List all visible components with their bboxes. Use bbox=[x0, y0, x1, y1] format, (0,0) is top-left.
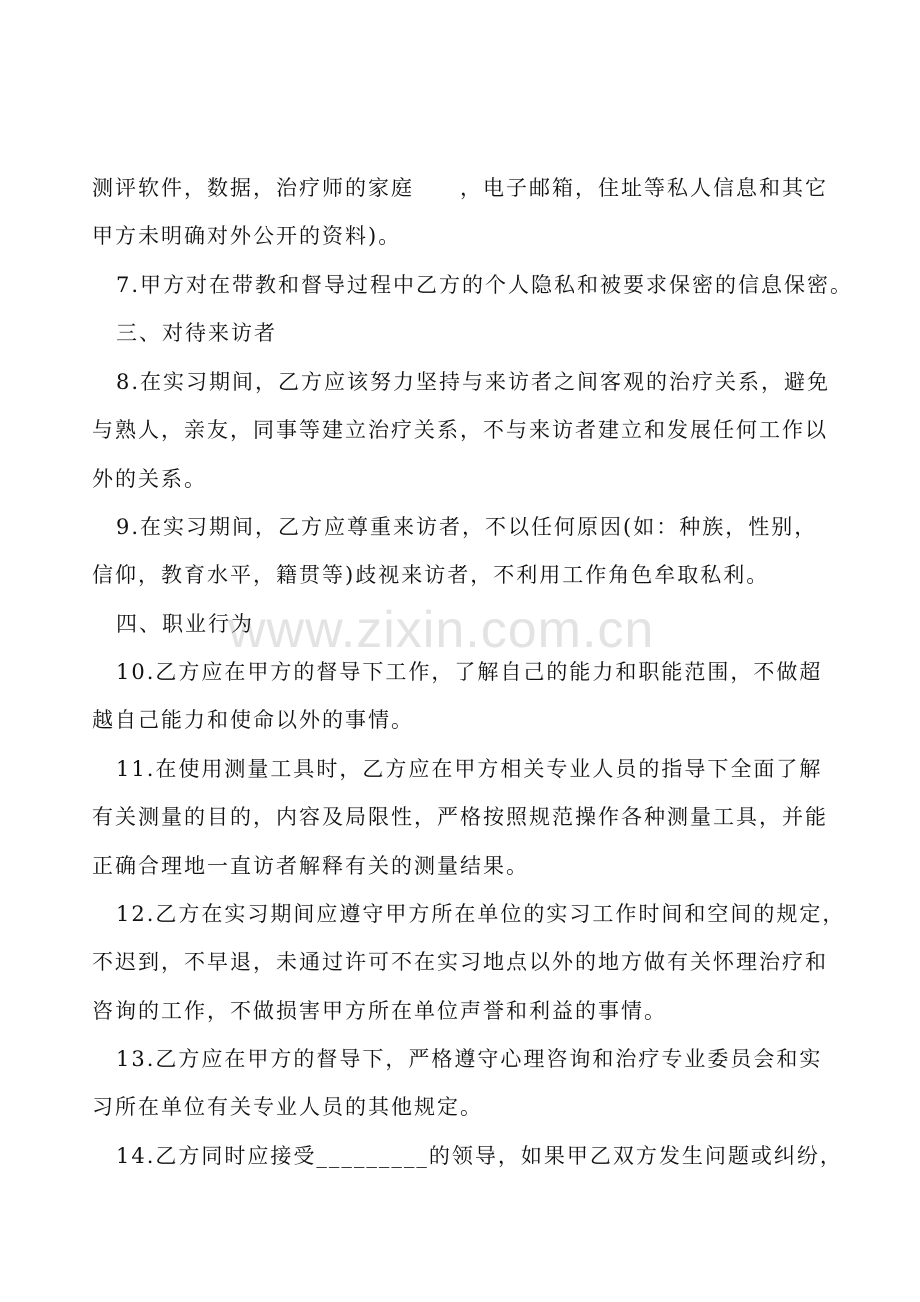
text-line: 外的关系。 bbox=[92, 467, 207, 491]
text-line: 11.在使用测量工具时，乙方应在甲方相关专业人员的指导下全面了解 bbox=[116, 757, 823, 781]
text-line: 与熟人，亲友，同事等建立治疗关系，不与来访者建立和发展任何工作以 bbox=[92, 418, 828, 442]
text-line: 7.甲方对在带教和督导过程中乙方的个人隐私和被要求保密的信息保密。 bbox=[116, 273, 854, 297]
text-line: 14.乙方同时应接受_________的领导，如果甲乙双方发生问题或纠纷， bbox=[116, 1144, 843, 1168]
text-line: 9.在实习期间，乙方应尊重来访者，不以任何原因(如：种族，性别， bbox=[116, 515, 818, 539]
text-line: 不迟到，不早退，未通过许可不在实习地点以外的地方做有关怀理治疗和 bbox=[92, 950, 828, 974]
text-line: 正确合理地一直访者解释有关的测量结果。 bbox=[92, 854, 529, 878]
text-line: 咨询的工作，不做损害甲方所在单位声誉和利益的事情。 bbox=[92, 999, 667, 1023]
text-line: 越自己能力和使命以外的事情。 bbox=[92, 708, 414, 732]
section-heading: 三、对待来访者 bbox=[116, 321, 277, 345]
text-line: 信仰，教育水平，籍贯等)歧视来访者，不利用工作角色牟取私利。 bbox=[92, 563, 770, 587]
text-line: 有关测量的目的，内容及局限性，严格按照规范操作各种测量工具，并能 bbox=[92, 805, 828, 829]
text-line: 10.乙方应在甲方的督导下工作，了解自己的能力和职能范围，不做超 bbox=[116, 660, 823, 684]
text-line: 测评软件，数据，治疗师的家庭 ，电子邮箱，住址等私人信息和其它 bbox=[92, 176, 828, 200]
text-line: 甲方未明确对外公开的资料)。 bbox=[92, 224, 402, 248]
text-line: 13.乙方应在甲方的督导下，严格遵守心理咨询和治疗专业委员会和实 bbox=[116, 1047, 823, 1071]
text-line: 8.在实习期间，乙方应该努力坚持与来访者之间客观的治疗关系，避免 bbox=[116, 370, 831, 394]
section-heading: 四、职业行为 bbox=[116, 612, 254, 636]
text-line: 12.乙方在实习期间应遵守甲方所在单位的实习工作时间和空间的规定， bbox=[116, 902, 846, 926]
text-line: 习所在单位有关专业人员的其他规定。 bbox=[92, 1095, 483, 1119]
watermark: www.zixin.com.cn bbox=[228, 601, 655, 659]
